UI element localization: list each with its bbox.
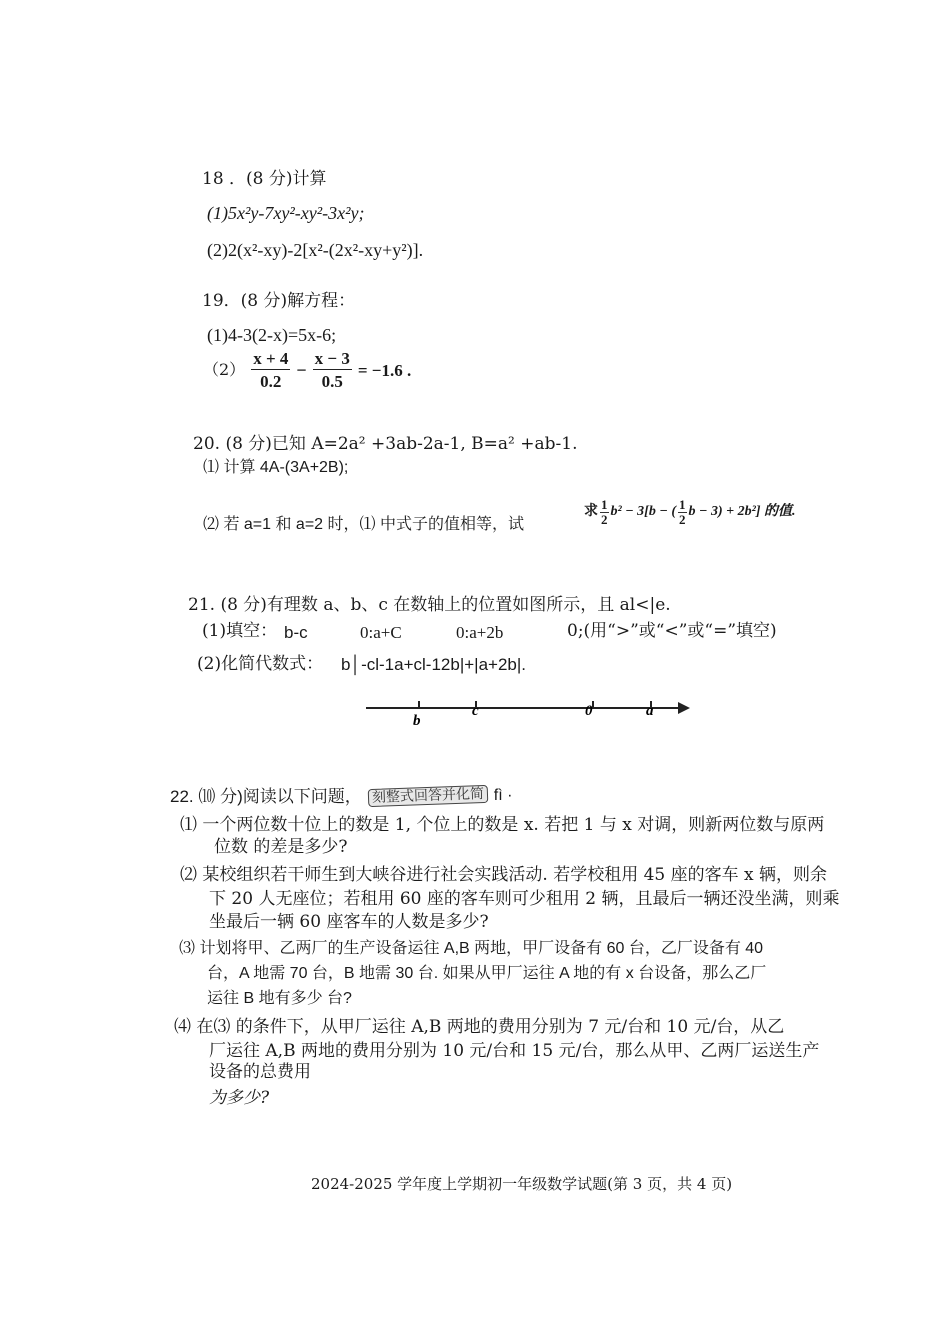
- q22-p3-line-2: 台，A 地需 70 台，B 地需 30 台. 如果从甲厂运往 A 地的有 x 台设备，那么乙厂: [207, 965, 767, 982]
- q22-p1-line-1: ⑴ 一个两位数十位上的数是 1, 个位上的数是 x. 若把 1 与 x 对调，则新两位数与原两: [180, 815, 825, 835]
- q20-fraction-1-denominator: 2: [601, 511, 608, 527]
- q19-fraction-2-denominator: 0.5: [321, 372, 343, 391]
- q22-p1-line-2: 位数 的差是多少?: [214, 837, 348, 857]
- q20-expression: [584, 498, 795, 526]
- q22-p3-line-1: ⑶ 计划将甲、乙两厂的生产设备运往 A,B 两地，甲厂设备有 60 台，乙厂设备有 40: [179, 940, 764, 957]
- q21-fill-a: b-c: [284, 623, 308, 642]
- q22-p4-line-4: 为多少?: [209, 1088, 270, 1108]
- q20-expression-fraction-1: [600, 498, 609, 526]
- q21-fill-d: 0;(用“>”或“<”或“=”填空): [567, 621, 777, 641]
- q22-p2-line-2: 下 20 人无座位；若租用 60 座的客车则可少租用 2 辆，且最后一辆还没坐满，则乘: [209, 889, 840, 909]
- number-line-figure: [360, 688, 700, 728]
- q19-item-1: (1)4-3(2-x)=5x-6;: [207, 325, 337, 345]
- q22-p2-line-3: 坐最后一辆 60 座客车的人数是多少?: [209, 912, 489, 932]
- label-c: c: [472, 703, 479, 719]
- q21-heading: 21. (8 分)有理数 a、b、c 在数轴上的位置如图所示，且 al<|e.: [188, 595, 671, 615]
- q21-fill-c: 0:a+2b: [456, 623, 504, 642]
- q19-fraction-1: [251, 350, 290, 390]
- q22-p2-line-1: ⑵ 某校组织若干师生到大峡谷进行社会实践活动. 若学校租用 45 座的客车 x 辆，则余: [180, 865, 828, 885]
- q22-heading-row: [170, 787, 512, 805]
- q18-item-2: (2)2(x²-xy)-2[x²-(2x²-xy+y²)].: [207, 240, 424, 260]
- q22-p4-line-2: 厂运往 A,B 两地的费用分别为 10 元/台和 15 元/台，那么从甲、乙两厂运送生产: [209, 1041, 820, 1061]
- q20-heading: 20. (8 分)已知 A=2a² +3ab-2a-1, B=a² +ab-1.: [193, 434, 578, 454]
- q20-expression-prefix: 求: [584, 504, 598, 520]
- q19-item-2-label: （2）: [203, 360, 246, 379]
- q20-fraction-1-numerator: 1: [601, 497, 608, 512]
- q22-p3-line-3: 运往 B 地有多少 台?: [207, 990, 352, 1007]
- q21-fill-label: (1)填空：: [202, 621, 278, 641]
- q19-fraction-1-numerator: x + 4: [253, 349, 289, 368]
- q19-heading: 19．(8 分)解方程：: [202, 291, 356, 311]
- q19-rhs: = −1.6 .: [357, 360, 412, 380]
- q20-expression-fraction-2: [678, 498, 687, 526]
- q21-simplify-expression: b│-cl-1a+cl-12b|+|a+2b|.: [341, 655, 527, 674]
- q19-fraction-1-denominator: 0.2: [260, 372, 282, 391]
- q19-minus: −: [296, 360, 307, 380]
- q20-fraction-2-denominator: 2: [679, 511, 686, 527]
- q18-heading: 18 ．(8 分)计算: [202, 169, 327, 189]
- q22-stamp: 刻整式回答并化简: [367, 785, 488, 807]
- q20-expression-mid-1: b² − 3[b − (: [610, 504, 676, 520]
- q18-item-1: (1)5x²y-7xy²-xy²-3x²y;: [207, 203, 365, 223]
- label-zero: 0: [585, 703, 593, 719]
- q22-heading: 22. ⑽ 分)阅读以下问题，: [170, 786, 362, 806]
- q22-p4-line-3: 设备的总费用: [209, 1062, 311, 1082]
- q21-fill-b: 0:a+C: [360, 623, 402, 642]
- q20-expression-mid-2: b − 3) + 2b²] 的值.: [688, 504, 796, 520]
- q20-fraction-2-numerator: 1: [679, 497, 686, 512]
- page-footer: 2024-2025 学年度上学期初一年级数学试题(第 3 页，共 4 页): [311, 1175, 733, 1193]
- q21-simplify-label: (2)化简代数式：: [197, 654, 324, 674]
- q19-fraction-2-numerator: x − 3: [314, 349, 350, 368]
- q20-item-2: ⑵ 若 a=1 和 a=2 时，⑴ 中式子的值相等，试: [203, 516, 524, 533]
- q19-fraction-2: [313, 350, 352, 390]
- label-b: b: [413, 713, 421, 728]
- label-a: a: [646, 703, 654, 719]
- number-line-arrow: [678, 702, 690, 714]
- q20-item-1: ⑴ 计算 4A-(3A+2B);: [203, 459, 349, 476]
- q19-item-2-equation: [203, 350, 411, 390]
- q22-heading-tail: fì ·: [493, 787, 513, 804]
- q22-p4-line-1: ⑷ 在⑶ 的条件下，从甲厂运往 A,B 两地的费用分别为 7 元/台和 10 元/台，从乙: [174, 1017, 785, 1037]
